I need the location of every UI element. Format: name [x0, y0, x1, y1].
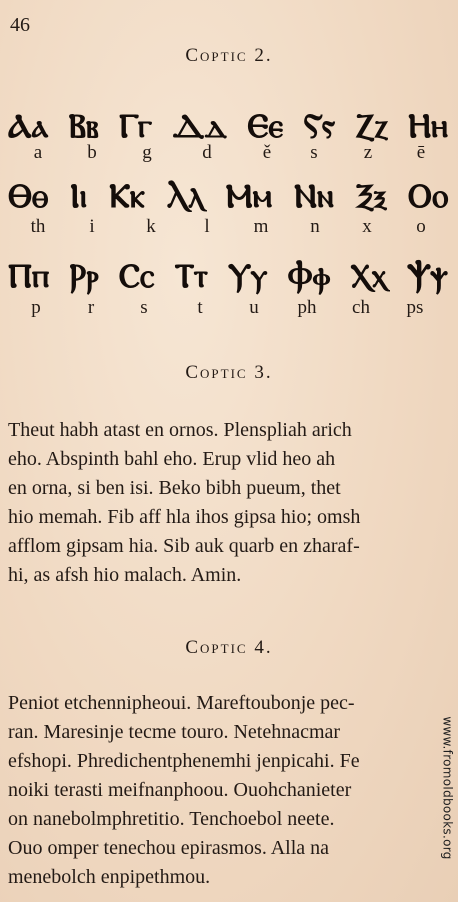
heading-coptic-2: Coptic 2.	[185, 45, 273, 66]
latin-letter: a	[33, 142, 43, 163]
transliteration-row	[0, 297, 458, 319]
text-line: hio memah. Fib aff hla ihos gipsa hio; omsh	[8, 506, 361, 528]
latin-letter: l	[204, 216, 210, 237]
coptic-glyph: Ⲝⲝ	[355, 176, 387, 215]
latin-letter: k	[146, 216, 156, 237]
coptic-glyph: Ⲫⲫ	[287, 256, 331, 295]
latin-letter: th	[30, 216, 46, 237]
latin-letter: ps	[406, 297, 424, 318]
latin-letter: t	[197, 297, 203, 318]
text-line: noiki terasti meifnanphoou. Ouohchanieter	[8, 779, 352, 801]
glyph-row	[8, 246, 448, 295]
heading-coptic-4: Coptic 4.	[185, 637, 273, 658]
watermark-text: www.fromoldbooks.org	[441, 716, 455, 860]
latin-letter: n	[310, 216, 320, 237]
text-line: Ouo omper tenechou epirasmos. Alla na	[8, 837, 330, 859]
coptic-glyph: Ⲧⲧ	[174, 256, 208, 295]
text-line: ran. Maresinje tecme touro. Netehnacmar	[8, 721, 341, 743]
latin-letter: x	[362, 216, 372, 237]
coptic-glyph: Ⲥⲥ	[118, 256, 155, 295]
glyph-row	[8, 166, 448, 215]
coptic-glyph: Ⲁⲁ	[8, 106, 49, 145]
page-number: 46	[10, 14, 30, 36]
text-line: on nanebolmphretitio. Tenchoebol neete.	[8, 808, 335, 830]
heading-coptic-3: Coptic 3.	[185, 362, 273, 383]
latin-letter: b	[87, 142, 97, 163]
coptic-glyph: Ⲩⲩ	[227, 256, 268, 295]
latin-letter: s	[310, 142, 318, 163]
coptic-glyph: Ⲅⲅ	[118, 106, 153, 145]
latin-letter: u	[249, 297, 259, 318]
transliteration-row	[0, 216, 458, 238]
glyph-row	[8, 96, 448, 145]
latin-letter: p	[31, 297, 41, 318]
latin-letter: d	[202, 142, 212, 163]
coptic-glyph: Ⲏⲏ	[408, 106, 448, 145]
watermark	[436, 678, 458, 898]
latin-letter: r	[87, 297, 95, 318]
text-line: eho. Abspinth bahl eho. Erup vlid heo ah	[8, 448, 336, 470]
text-line: efshopi. Phredichentphenemhi jenpicahi. Fe	[8, 750, 360, 772]
latin-letter: s	[140, 297, 148, 318]
transliteration-row	[0, 142, 458, 164]
latin-letter: ph	[297, 297, 317, 318]
text-line: menebolch enpipethmou.	[8, 866, 211, 888]
coptic-glyph: Ⲗⲗ	[166, 176, 204, 215]
coptic-glyph: Ⲍⲍ	[355, 106, 388, 145]
text-line: en orna, si ben isi. Beko bibh pueum, thet	[8, 477, 341, 499]
text-line: Theut habh atast en ornos. Plenspliah arich	[8, 419, 352, 441]
text-line: afflom gipsam hia. Sib auk quarb en zharaf-	[8, 535, 360, 557]
coptic-glyph: Ⲛⲛ	[293, 176, 334, 215]
latin-letter: ē	[416, 142, 426, 163]
coptic-glyph: Ⲉⲉ	[247, 106, 284, 145]
coptic-glyph: Ⲓⲓ	[70, 176, 88, 215]
coptic-glyph: Ⲃⲃ	[68, 106, 99, 145]
latin-letter: o	[416, 216, 426, 237]
text-line: hi, as afsh hio malach. Amin.	[8, 564, 242, 586]
coptic-glyph: Ⲋⲋ	[303, 106, 336, 145]
text-line: Peniot etchennipheoui. Mareftoubonje pec-	[8, 692, 355, 714]
coptic-glyph: Ⲙⲙ	[225, 176, 273, 215]
coptic-glyph: Ⲣⲣ	[69, 256, 99, 295]
latin-letter: ch	[352, 297, 370, 318]
coptic-glyph: Ⲟⲟ	[407, 176, 448, 215]
latin-letter: z	[363, 142, 373, 163]
coptic-glyph: Ⲯⲯ	[406, 256, 448, 295]
latin-letter: m	[253, 216, 269, 237]
latin-letter: g	[142, 142, 152, 163]
coptic-4-paragraph	[8, 689, 428, 892]
coptic-glyph: Ⲇⲇ	[172, 106, 227, 145]
coptic-glyph: Ⲭⲭ	[350, 256, 387, 295]
coptic-glyph: Ⲕⲕ	[109, 176, 145, 215]
coptic-glyph: Ⲑⲑ	[8, 176, 49, 215]
coptic-3-paragraph	[8, 416, 452, 590]
coptic-glyph: Ⲡⲡ	[8, 256, 50, 295]
latin-letter: i	[89, 216, 95, 237]
latin-letter: ě	[262, 142, 272, 163]
